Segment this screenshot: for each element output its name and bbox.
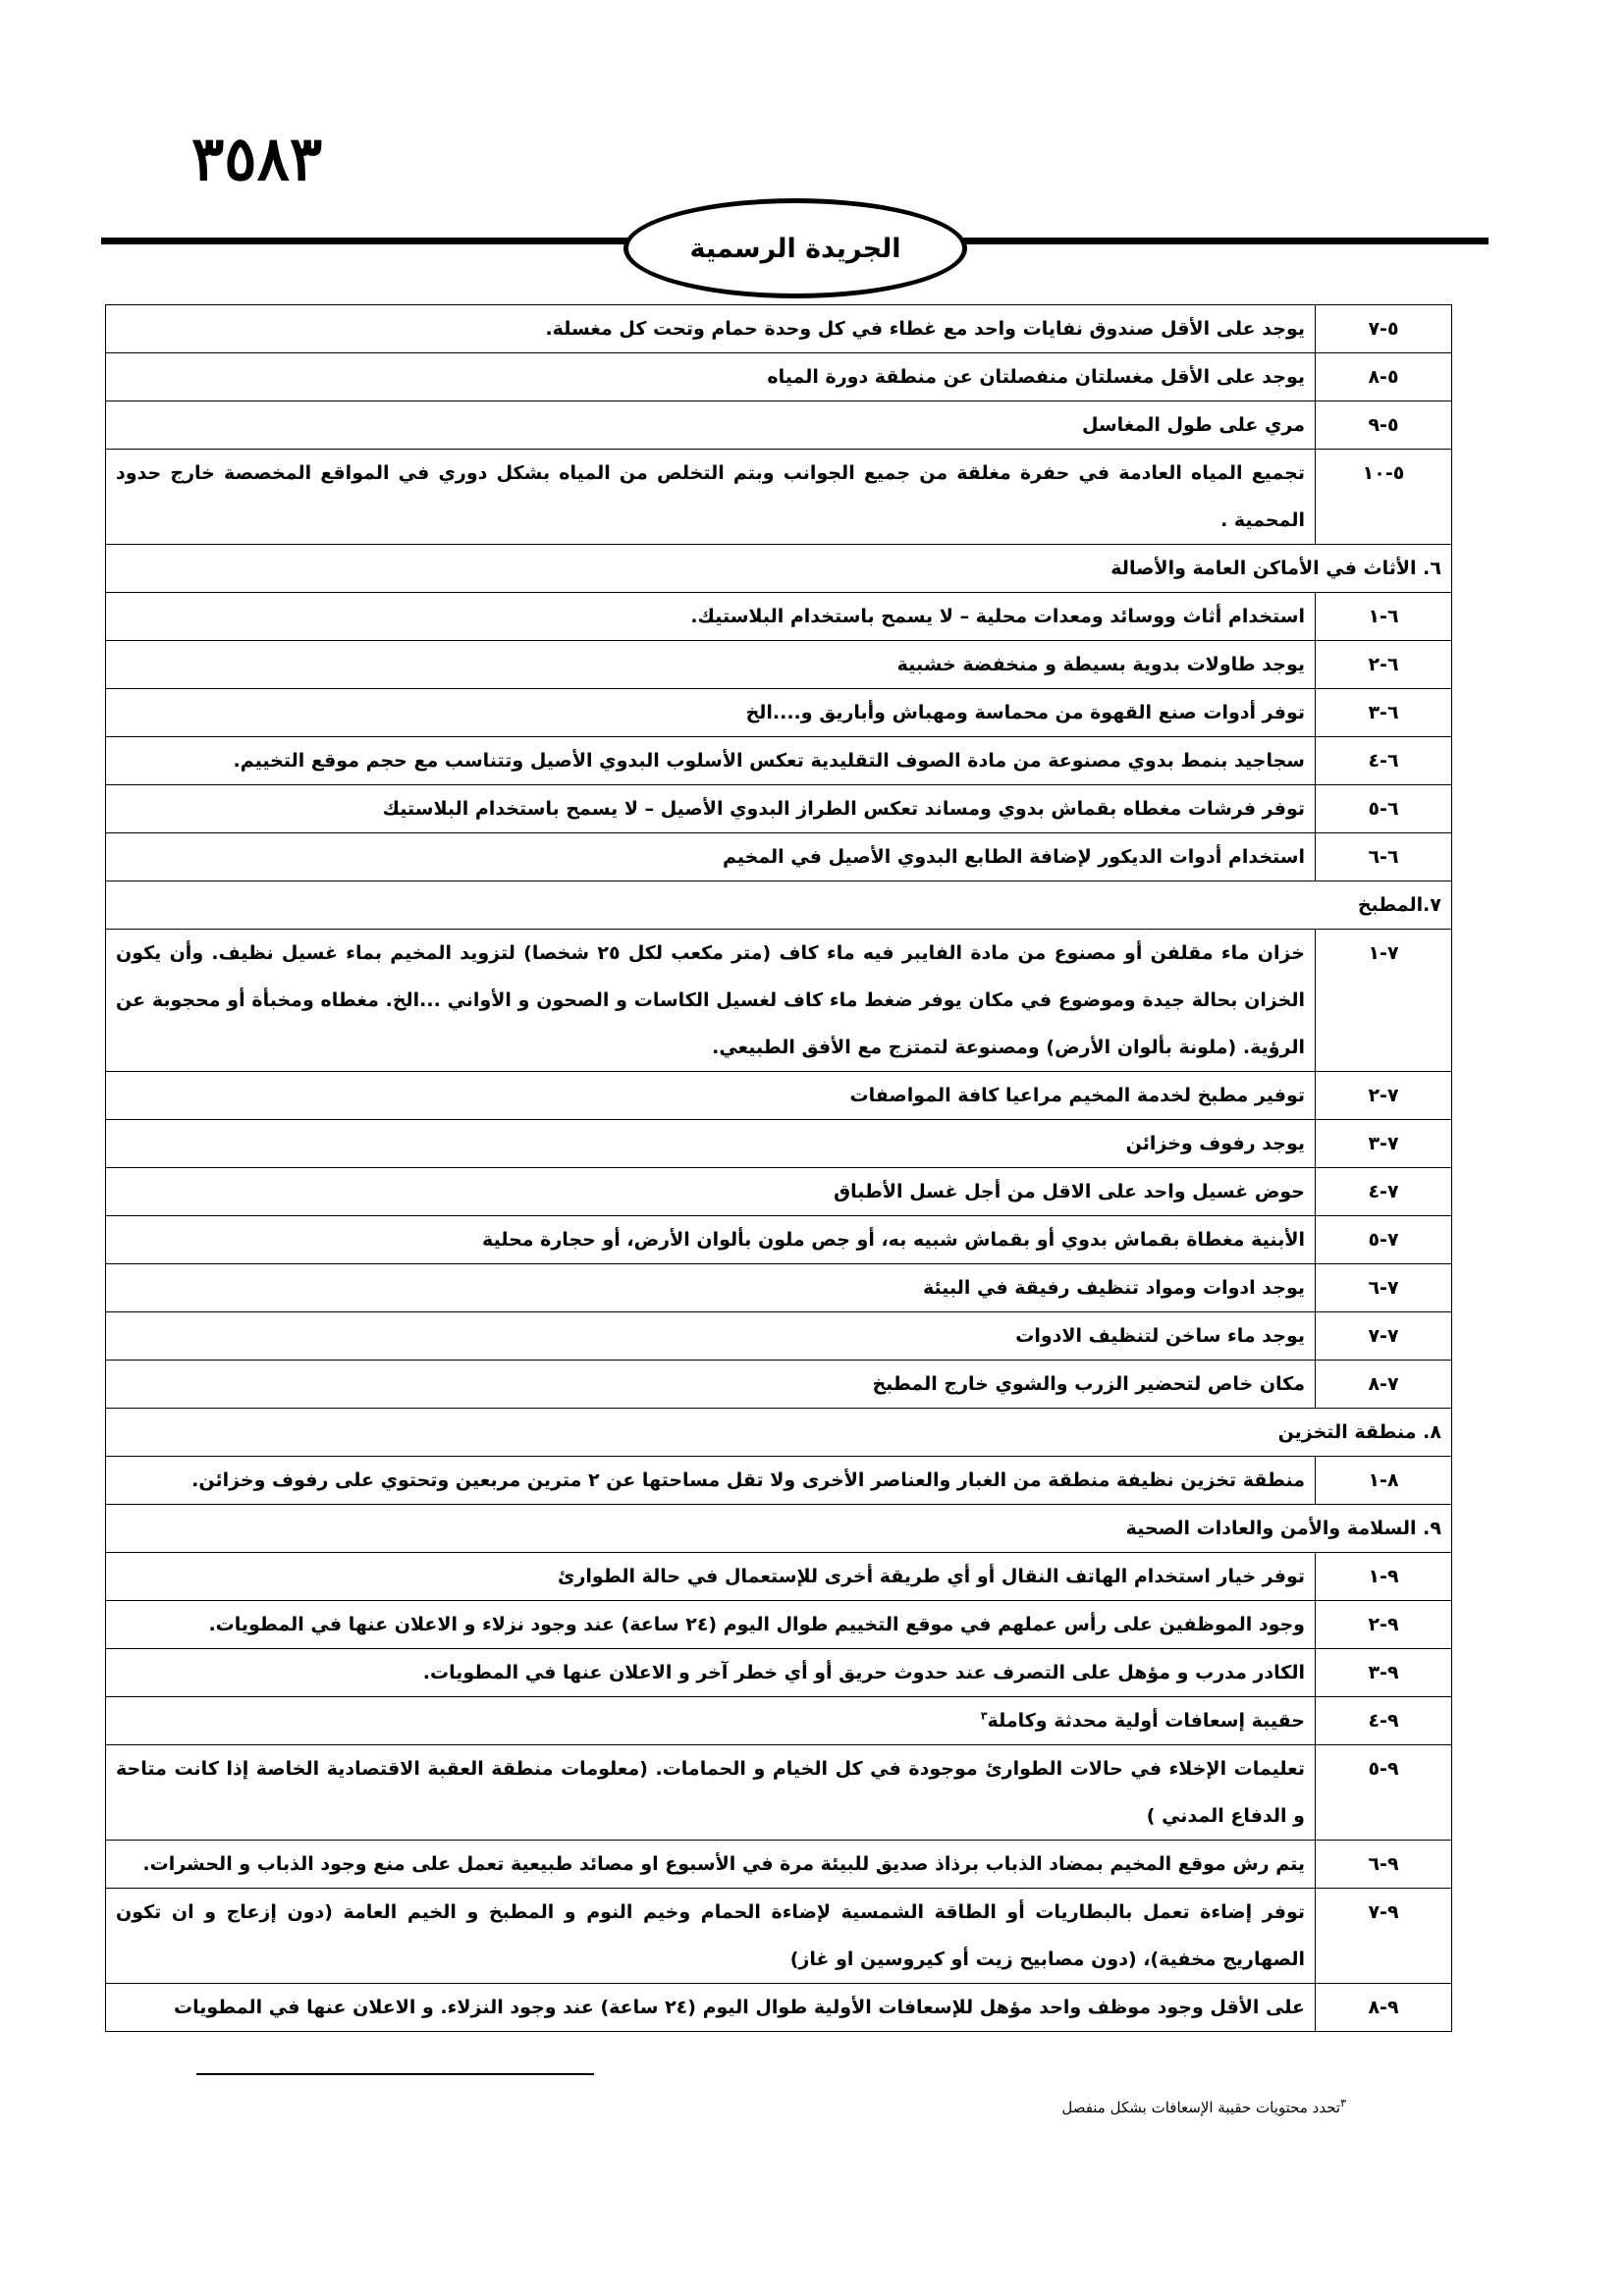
regulations-table: [105, 304, 1452, 2032]
table-row: [106, 1072, 1452, 1120]
item-text-content: استخدام أدوات الديكور لإضافة الطابع البدوي الأصيل في المخيم: [722, 846, 1305, 868]
item-text-content: حوض غسيل واحد على الاقل من أجل غسل الأطباق: [834, 1181, 1305, 1202]
item-number: ٧-٤: [1316, 1168, 1452, 1216]
item-text: [106, 641, 1316, 689]
item-text: [106, 593, 1316, 641]
footnote: [1061, 2099, 1346, 2116]
section-row: [106, 881, 1452, 930]
item-text-content: يوجد على الأقل صندوق نفايات واحد مع غطاء في كل وحدة حمام وتحت كل مغسلة.: [545, 318, 1305, 340]
table-row: [106, 1984, 1452, 2032]
item-text-content: توفر أدوات صنع القهوة من محماسة ومهباش وأباريق و....الخ: [745, 702, 1305, 723]
item-text-content: الكادر مدرب و مؤهل على التصرف عند حدوث حريق أو أي خطر آخر و الاعلان عنها في المطويات.: [422, 1662, 1305, 1683]
item-text: [106, 1984, 1316, 2032]
item-text: [106, 689, 1316, 737]
table-row: [106, 785, 1452, 833]
item-text: [106, 1120, 1316, 1168]
item-text: [106, 1649, 1316, 1697]
section-heading: ٦. الأثاث في الأماكن العامة والأصالة: [106, 545, 1452, 593]
item-number: ٧-٥: [1316, 1216, 1452, 1264]
table-row: [106, 930, 1452, 1072]
item-text: [106, 353, 1316, 401]
item-text: [106, 1312, 1316, 1361]
table-row: [106, 737, 1452, 785]
item-text: [106, 1889, 1316, 1984]
item-number: ٧-٦: [1316, 1264, 1452, 1312]
item-text-content: توفر خيار استخدام الهاتف النقال أو أي طريقة أخرى للإستعمال في حالة الطوارئ: [558, 1566, 1305, 1587]
section-heading: ٧.المطبخ: [106, 881, 1452, 930]
item-number: ٦-٥: [1316, 785, 1452, 833]
item-number: ٨-١: [1316, 1457, 1452, 1505]
item-number: ٦-٦: [1316, 833, 1452, 881]
table-row: [106, 305, 1452, 353]
item-number: ٩-٥: [1316, 1745, 1452, 1841]
item-number: ٥-٨: [1316, 353, 1452, 401]
item-text-content: تعليمات الإخلاء في حالات الطوارئ موجودة في كل الخيام و الحمامات. (معلومات منطقة العقبة الاقتصادية الخاصة إذا كانت متاحة و الدفاع المدني ): [116, 1758, 1305, 1827]
section-heading: ٩. السلامة والأمن والعادات الصحية: [106, 1505, 1452, 1553]
table-row: [106, 1312, 1452, 1361]
table-row: [106, 1697, 1452, 1745]
table-row: [106, 1601, 1452, 1649]
item-text-content: يوجد طاولات بدوية بسيطة و منخفضة خشبية: [896, 654, 1305, 675]
item-text-content: يوجد ماء ساخن لتنظيف الادوات: [1015, 1325, 1305, 1347]
footnote-marker: ٣: [1340, 2097, 1346, 2109]
item-text: [106, 1072, 1316, 1120]
table-row: [106, 641, 1452, 689]
item-number: ٩-٨: [1316, 1984, 1452, 2032]
item-text-content: يوجد على الأقل مغسلتان منفصلتان عن منطقة دورة المياه: [767, 366, 1305, 388]
item-number: ٥-١٠: [1316, 450, 1452, 545]
item-number: ٧-٢: [1316, 1072, 1452, 1120]
page-number: ٣٥٨٣: [191, 123, 323, 194]
item-text-content: منطقة تخزين نظيفة منطقة من الغبار والعناصر الأخرى ولا تقل مساحتها عن ٢ مترين مربعين وتحتوي على رفوف وخزائن.: [191, 1469, 1305, 1491]
item-text: [106, 737, 1316, 785]
table-row: [106, 1457, 1452, 1505]
table-row: [106, 1361, 1452, 1409]
item-text: [106, 1745, 1316, 1841]
item-number: ٧-١: [1316, 930, 1452, 1072]
item-text-content: يتم رش موقع المخيم بمضاد الذباب برذاذ صديق للبيئة مرة في الأسبوع او مصائد طبيعية تعمل على منع وجود الذباب و الحشرات.: [142, 1853, 1305, 1875]
masthead-title: الجريدة الرسمية: [623, 198, 967, 298]
item-number: ٧-٨: [1316, 1361, 1452, 1409]
item-number: ٦-٣: [1316, 689, 1452, 737]
table-row: [106, 833, 1452, 881]
item-text: [106, 1553, 1316, 1601]
table-row: [106, 1841, 1452, 1889]
table-row: [106, 1553, 1452, 1601]
item-text: [106, 1168, 1316, 1216]
item-number: ٦-١: [1316, 593, 1452, 641]
item-number: ٩-٤: [1316, 1697, 1452, 1745]
item-text: [106, 785, 1316, 833]
item-text-content: توفر فرشات مغطاه بقماش بدوي ومساند تعكس الطراز البدوي الأصيل – لا يسمح باستخدام البلاستيك: [382, 798, 1305, 820]
table-row: [106, 1120, 1452, 1168]
item-text-content: يوجد رفوف وخزائن: [1125, 1133, 1305, 1154]
item-text-content: توفر إضاءة تعمل بالبطاريات أو الطاقة الشمسية لإضاءة الحمام وخيم النوم و المطبخ و الخيم العامة (دون إزعاج و ان تكون الصهاريج مخفية)، (دون مصابيح زيت أو كيروسين او غاز): [116, 1901, 1305, 1970]
item-text: [106, 1216, 1316, 1264]
table-row: [106, 401, 1452, 450]
item-text-content: حقيبة إسعافات أولية محدثة وكاملة: [987, 1710, 1305, 1732]
item-text: [106, 1697, 1316, 1745]
item-text: [106, 1457, 1316, 1505]
item-text-content: الأبنية مغطاة بقماش بدوي أو بقماش شبيه به، أو جص ملون بألوان الأرض، أو حجارة محلية: [482, 1229, 1305, 1251]
item-text-content: وجود الموظفين على رأس عملهم في موقع التخييم طوال اليوم (٢٤ ساعة) عند وجود نزلاء و الاعلان عنها في المطويات.: [208, 1614, 1305, 1635]
table-row: [106, 450, 1452, 545]
item-text-content: خزان ماء مقلفن أو مصنوع من مادة الفايبر فيه ماء كاف (متر مكعب لكل ٢٥ شخصا) لتزويد المخيم بماء غسيل نظيف. وأن يكون الخزان بحالة جيدة وموضوع في مكان يوفر ضغط ماء كاف لغسيل الكاسات و الصحون و الأواني ...الخ. مغطاه ومخبأة أو محجوبة عن الرؤية. (ملونة بألوان الأرض) ومصنوعة لتمتزج مع الأفق الطبيعي.: [116, 942, 1305, 1058]
item-text: [106, 833, 1316, 881]
section-row: [106, 1409, 1452, 1457]
table-row: [106, 1889, 1452, 1984]
footnote-rule: [196, 2073, 594, 2075]
item-text: [106, 1264, 1316, 1312]
footnote-text: تحدد محتويات حقيبة الإسعافات بشكل منفصل: [1061, 2099, 1341, 2116]
item-text-content: تجميع المياه العادمة في حفرة مغلقة من جميع الجوانب وبتم التخلص من المياه بشكل دوري في المواقع المخصصة خارج حدود المحمية .: [116, 462, 1305, 531]
item-text-content: استخدام أثاث ووسائد ومعدات محلية – لا يسمح باستخدام البلاستيك.: [690, 606, 1305, 627]
section-row: [106, 545, 1452, 593]
item-number: ٧-٣: [1316, 1120, 1452, 1168]
footnote-ref: ٣: [980, 1709, 988, 1723]
item-text-content: توفير مطبخ لخدمة المخيم مراعيا كافة المواصفات: [849, 1085, 1305, 1106]
table-row: [106, 689, 1452, 737]
item-number: ٥-٩: [1316, 401, 1452, 450]
item-text: [106, 1841, 1316, 1889]
item-text: [106, 1601, 1316, 1649]
item-text: [106, 450, 1316, 545]
item-number: ٩-٢: [1316, 1601, 1452, 1649]
item-text-content: على الأقل وجود موظف واحد مؤهل للإسعافات الأولية طوال اليوم (٢٤ ساعة) عند وجود النزلاء. و الاعلان عنها في المطويات: [174, 1997, 1305, 2018]
item-number: ٩-٣: [1316, 1649, 1452, 1697]
item-text-content: مكان خاص لتحضير الزرب والشوي خارج المطبخ: [872, 1373, 1305, 1395]
item-text-content: مري على طول المغاسل: [1082, 414, 1305, 436]
item-text-content: يوجد ادوات ومواد تنظيف رفيقة في البيئة: [922, 1277, 1305, 1299]
table-row: [106, 1168, 1452, 1216]
table-row: [106, 353, 1452, 401]
item-text: [106, 1361, 1316, 1409]
table-row: [106, 1264, 1452, 1312]
item-text: [106, 401, 1316, 450]
item-number: ٥-٧: [1316, 305, 1452, 353]
table-row: [106, 1745, 1452, 1841]
item-number: ٧-٧: [1316, 1312, 1452, 1361]
table-row: [106, 1216, 1452, 1264]
item-number: ٩-١: [1316, 1553, 1452, 1601]
item-text-content: سجاجيد بنمط بدوي مصنوعة من مادة الصوف التقليدية تعكس الأسلوب البدوي الأصيل وتتناسب مع حجم موقع التخييم.: [233, 750, 1305, 772]
item-number: ٩-٦: [1316, 1841, 1452, 1889]
item-text: [106, 930, 1316, 1072]
section-row: [106, 1505, 1452, 1553]
item-number: ٩-٧: [1316, 1889, 1452, 1984]
item-number: ٦-٤: [1316, 737, 1452, 785]
item-text: [106, 305, 1316, 353]
table-row: [106, 593, 1452, 641]
item-number: ٦-٢: [1316, 641, 1452, 689]
table-row: [106, 1649, 1452, 1697]
section-heading: ٨. منطقة التخزين: [106, 1409, 1452, 1457]
